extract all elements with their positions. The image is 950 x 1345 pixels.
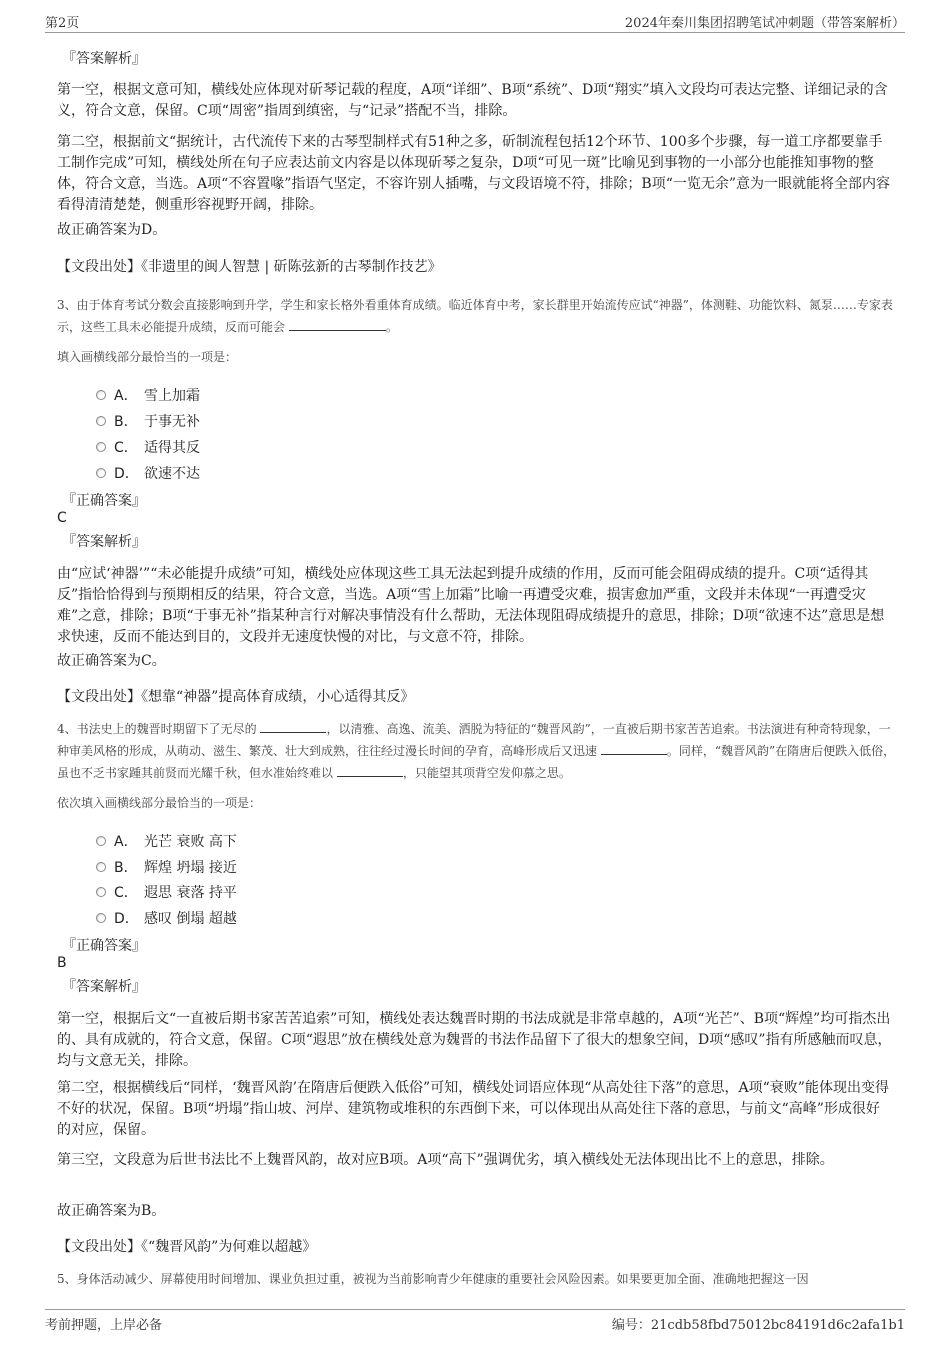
option-text: 辉煌 坍塌 接近 bbox=[144, 860, 237, 876]
q3-option-b[interactable] bbox=[96, 411, 200, 431]
option-text: 遐思 衰落 持平 bbox=[144, 885, 237, 901]
q3-stem-end: 。 bbox=[385, 320, 398, 334]
q4-source: 【文段出处】《“魏晋风韵”为何难以超越》 bbox=[57, 1239, 317, 1255]
q4-stem-part-1: 4、书法史上的魏晋时期留下了无尽的 bbox=[57, 722, 257, 736]
option-key: A． bbox=[114, 834, 138, 850]
footer-slogan: 考前押题，上岸必备 bbox=[45, 1318, 163, 1333]
radio-icon[interactable] bbox=[96, 390, 106, 400]
q3-source: 【文段出处】《想靠“神器”提高体育成绩，小心适得其反》 bbox=[57, 689, 415, 705]
q2-source: 【文段出处】《非遗里的闽人智慧 | 斫陈弦新的古琴制作技艺》 bbox=[57, 259, 442, 275]
q4-stem-part-4: ，只能望其项背空发仰慕之思。 bbox=[402, 766, 571, 780]
q3-blank bbox=[289, 317, 386, 331]
q2-analysis-label: 『答案解析』 bbox=[62, 51, 146, 67]
radio-icon[interactable] bbox=[96, 468, 106, 478]
q4-option-d[interactable] bbox=[96, 908, 237, 928]
q4-blank-3 bbox=[337, 763, 403, 777]
q4-correct-label: 『正确答案』 bbox=[62, 938, 146, 954]
q3-option-a[interactable] bbox=[96, 385, 200, 405]
q2-analysis-para-1: 第一空，根据文意可知，横线处应体现对斫琴记载的程度，A项“详细”、B项“系统”、D项“翔实”填入文段均可表达完整、详细记录的含义，符合文意，保留。C项“周密”指周到缜密，与“记录”搭配不当，排除。 bbox=[57, 82, 888, 119]
option-key: D． bbox=[114, 466, 139, 482]
q3-prompt: 填入画横线部分最恰当的一项是： bbox=[57, 350, 238, 364]
radio-icon[interactable] bbox=[96, 887, 106, 897]
radio-icon[interactable] bbox=[96, 862, 106, 872]
q5-stem: 5、身体活动减少、屏幕使用时间增加、课业负担过重，被视为当前影响青少年健康的重要社会风险因素。如果要更加全面、准确地把握这一因 bbox=[57, 1272, 809, 1286]
q3-answer: C bbox=[57, 510, 67, 526]
radio-icon[interactable] bbox=[96, 913, 106, 923]
radio-icon[interactable] bbox=[96, 416, 106, 426]
q3-stem-text: 3、由于体育考试分数会直接影响到升学，学生和家长格外看重体育成绩。临近体育中考，家长群里开始流传应试“神器”，体测鞋、功能饮料、氮泵……专家表示，这些工具未必能提升成绩，反而可能会 bbox=[57, 298, 893, 334]
option-text: 感叹 倒塌 超越 bbox=[144, 911, 237, 927]
q4-blank-1 bbox=[260, 719, 326, 733]
q4-option-c[interactable] bbox=[96, 882, 237, 902]
q4-stem-part-2: ，以清雅、高逸、流美、洒脱为特征的“魏晋风韵”，一直被后期书家苦苦追索。书法演进有种奇特现象，一种审美风格的形成，从萌动、滋生、繁茂、壮大到成熟，往往经过漫长时间的孕育，高峰形成后又迅速 bbox=[57, 722, 891, 758]
option-key: B． bbox=[114, 414, 138, 430]
option-text: 光芒 衰败 高下 bbox=[144, 834, 237, 850]
q4-analysis-para-2: 第二空，根据横线后“同样，‘魏晋风韵’在隋唐后便跌入低俗”可知，横线处词语应体现“从高处往下落”的意思，A项“衰败”能体现出变得不好的状况，保留。B项“坍塌”指山坡、河岸、建筑物或堆积的东西倒下来，可以体现出从高处往下落的意思，与前文“高峰”形成很好的对应，保留。 bbox=[57, 1080, 889, 1138]
option-text: 欲速不达 bbox=[144, 466, 200, 482]
option-text: 适得其反 bbox=[144, 440, 200, 456]
page-header bbox=[45, 10, 905, 33]
page-footer bbox=[45, 1309, 905, 1334]
q4-answer: B bbox=[57, 955, 67, 971]
option-key: B． bbox=[114, 860, 138, 876]
option-key: C． bbox=[114, 440, 138, 456]
q3-stem bbox=[57, 294, 897, 338]
radio-icon[interactable] bbox=[96, 442, 106, 452]
q4-prompt: 依次填入画横线部分最恰当的一项是： bbox=[57, 796, 262, 810]
q3-analysis-para-1: 由“应试‘神器’”“未必能提升成绩”可知，横线处应体现这些工具无法起到提升成绩的作用，反而可能会阻碍成绩的提升。C项“适得其反”指恰恰得到与预期相反的结果，符合文意，当选。A项“雪上加霜”比喻一再遭受灾难，损害愈加严重，文段并未体现“一再遭受灾难”之意，排除；B项“于事无补”指某种言行对解决事情没有什么帮助，无法体现阻碍成绩提升的意思，排除；D项“欲速不达”意思是想求快速，反而不能达到目的，文段并无速度快慢的对比，与文意不符，排除。 bbox=[57, 566, 885, 645]
q3-option-c[interactable] bbox=[96, 437, 200, 457]
q3-conclusion: 故正确答案为C。 bbox=[57, 653, 166, 669]
q4-analysis-para-1: 第一空，根据后文“一直被后期书家苦苦追索”可知，横线处表达魏晋时期的书法成就是非常卓越的，A项“光芒”、B项“辉煌”均可指杰出的、具有成就的，符合文意，保留。C项“遐思”放在横线处意为魏晋的书法作品留下了很大的想象空间，D项“感叹”指有所感触而叹息，均与文意无关，排除。 bbox=[57, 1011, 892, 1069]
q4-option-a[interactable] bbox=[96, 831, 237, 851]
option-key: A． bbox=[114, 388, 138, 404]
option-key: D． bbox=[114, 911, 139, 927]
option-key: C． bbox=[114, 885, 138, 901]
q2-conclusion: 故正确答案为D。 bbox=[57, 222, 167, 238]
q2-analysis-para-2: 第二空，根据前文“据统计，古代流传下来的古琴型制样式有51种之多，斫制流程包括12个环节、100多个步骤，每一道工序都要靠手工制作完成”可知，横线处所在句子应表达前文内容是以体现斫琴之复杂，D项“可见一斑”比喻见到事物的一小部分也能推知事物的整体，符合文意，当选。A项“不容置喙”指语气坚定，不容许别人插嘴，与文段语境不符，排除；B项“一览无余”意为一眼就能将全部内容看得清清楚楚，侧重形容视野开阔，排除。 bbox=[57, 134, 891, 213]
q3-analysis-label: 『答案解析』 bbox=[62, 534, 146, 550]
q4-analysis-para-3: 第三空，文段意为后世书法比不上魏晋风韵，故对应B项。A项“高下”强调优劣，填入横线处无法体现出比不上的意思，排除。 bbox=[57, 1152, 834, 1168]
q4-stem bbox=[57, 718, 897, 784]
q3-correct-label: 『正确答案』 bbox=[62, 493, 146, 509]
page-number: 第2页 bbox=[45, 16, 80, 31]
document-code: 编号：21cdb58fbd75012bc84191d6c2afa1b1 bbox=[611, 1318, 905, 1333]
q4-conclusion: 故正确答案为B。 bbox=[57, 1203, 166, 1219]
option-text: 雪上加霜 bbox=[144, 388, 200, 404]
document-title: 2024年秦川集团招聘笔试冲刺题（带答案解析） bbox=[624, 16, 905, 31]
q4-analysis-label: 『答案解析』 bbox=[62, 979, 146, 995]
q4-option-b[interactable] bbox=[96, 857, 237, 877]
q4-blank-2 bbox=[601, 741, 667, 755]
q4-stem-part-3: 。同样，“魏晋风韵”在隋唐后便跌入低俗，虽也不乏书家踵其前贤而光耀千秋，但水准始终难以 bbox=[57, 744, 896, 780]
option-text: 于事无补 bbox=[144, 414, 200, 430]
radio-icon[interactable] bbox=[96, 836, 106, 846]
q3-option-d[interactable] bbox=[96, 463, 200, 483]
